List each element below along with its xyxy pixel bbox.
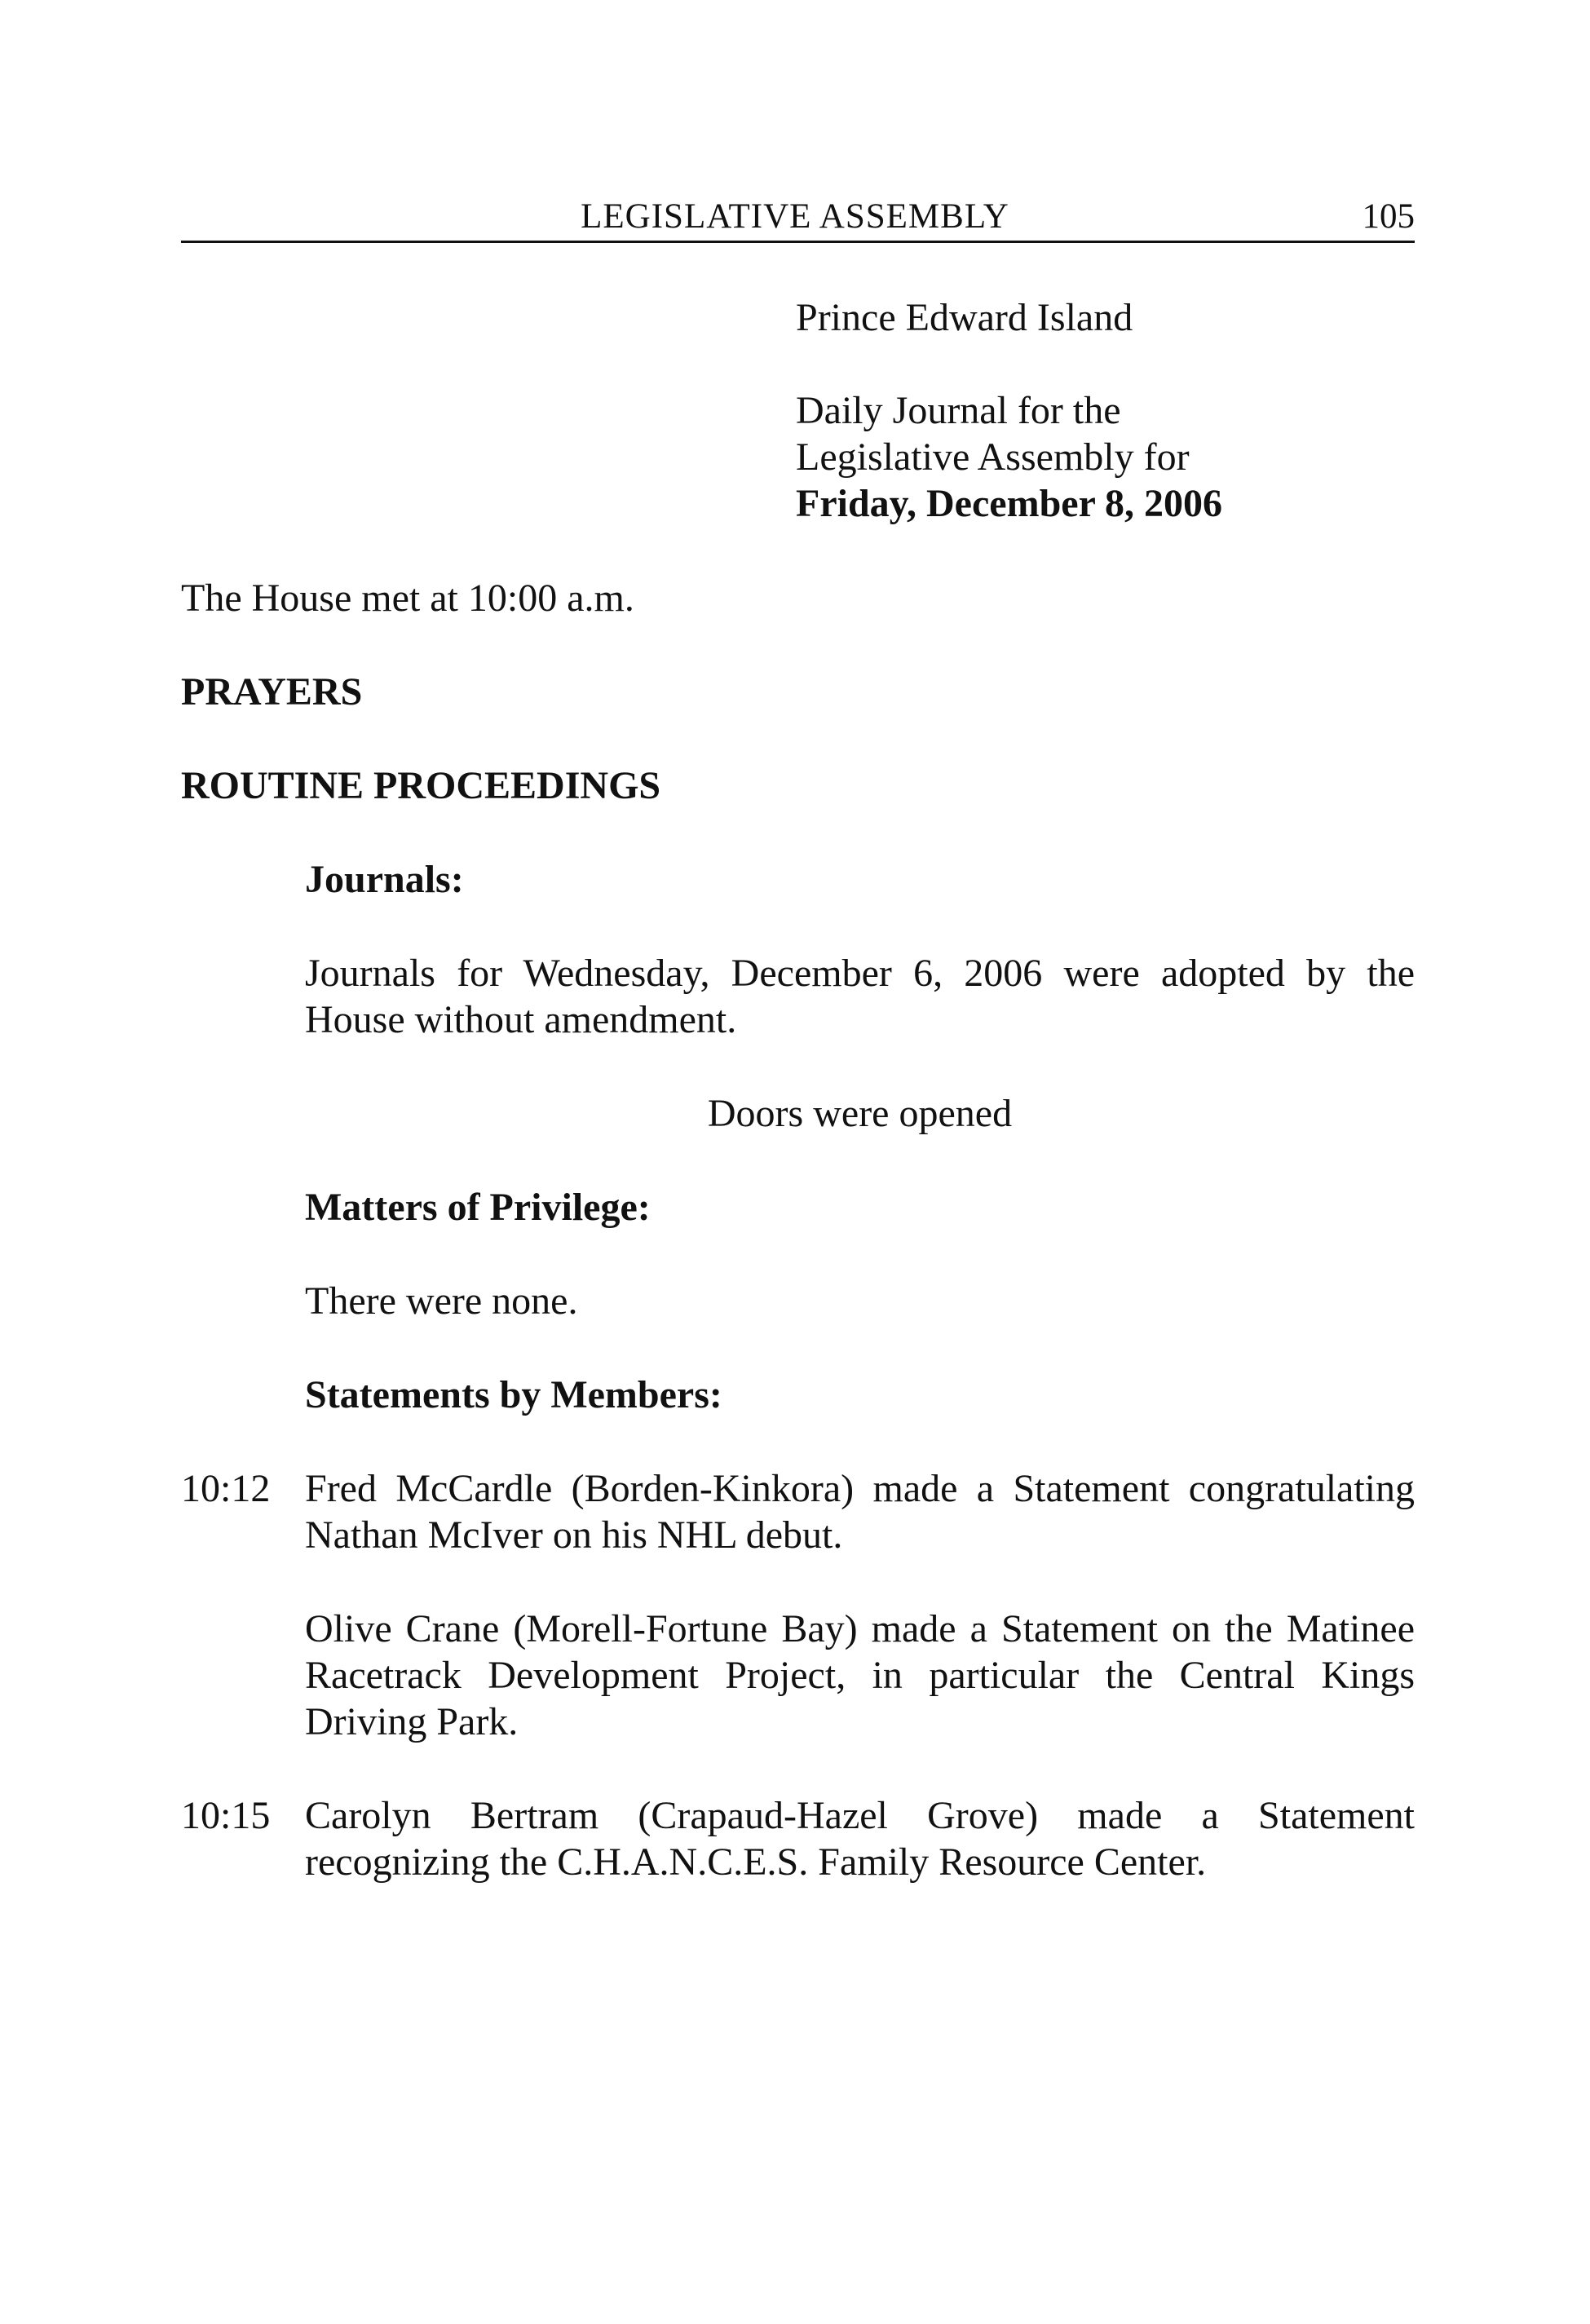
journal-line-2: Legislative Assembly for <box>796 435 1190 479</box>
statement-time: 10:12 <box>181 1467 271 1510</box>
statement-time: 10:15 <box>181 1794 271 1837</box>
page-number: 105 <box>1362 197 1415 236</box>
statement-item: Carolyn Bertram (Crapaud-Hazel Grove) made a Statement recognizing the C.H.A.N.C.E.S. Family Resource Center. <box>305 1794 1415 1884</box>
privilege-body: There were none. <box>305 1279 578 1323</box>
statement-item: Fred McCardle (Borden-Kinkora) made a Statement congratulating Nathan McIver on his NHL debut. <box>305 1467 1415 1557</box>
journal-date: Friday, December 8, 2006 <box>796 482 1223 525</box>
house-met-line: The House met at 10:00 a.m. <box>181 577 634 620</box>
running-header-title: LEGISLATIVE ASSEMBLY <box>581 197 1009 236</box>
journals-heading: Journals: <box>305 858 464 901</box>
province-name: Prince Edward Island <box>796 296 1133 339</box>
statements-heading: Statements by Members: <box>305 1373 722 1416</box>
header-rule <box>181 241 1415 243</box>
section-prayers: PRAYERS <box>181 670 363 714</box>
journal-line-1: Daily Journal for the <box>796 389 1121 432</box>
privilege-heading: Matters of Privilege: <box>305 1186 651 1229</box>
doors-opened: Doors were opened <box>707 1092 1013 1135</box>
section-routine-proceedings: ROUTINE PROCEEDINGS <box>181 764 661 807</box>
journals-body: Journals for Wednesday, December 6, 2006 were adopted by the House without amendment. <box>305 952 1415 1041</box>
statement-item: Olive Crane (Morell-Fortune Bay) made a Statement on the Matinee Racetrack Development Project, in particular the Central Kings Driving Park. <box>305 1607 1415 1743</box>
